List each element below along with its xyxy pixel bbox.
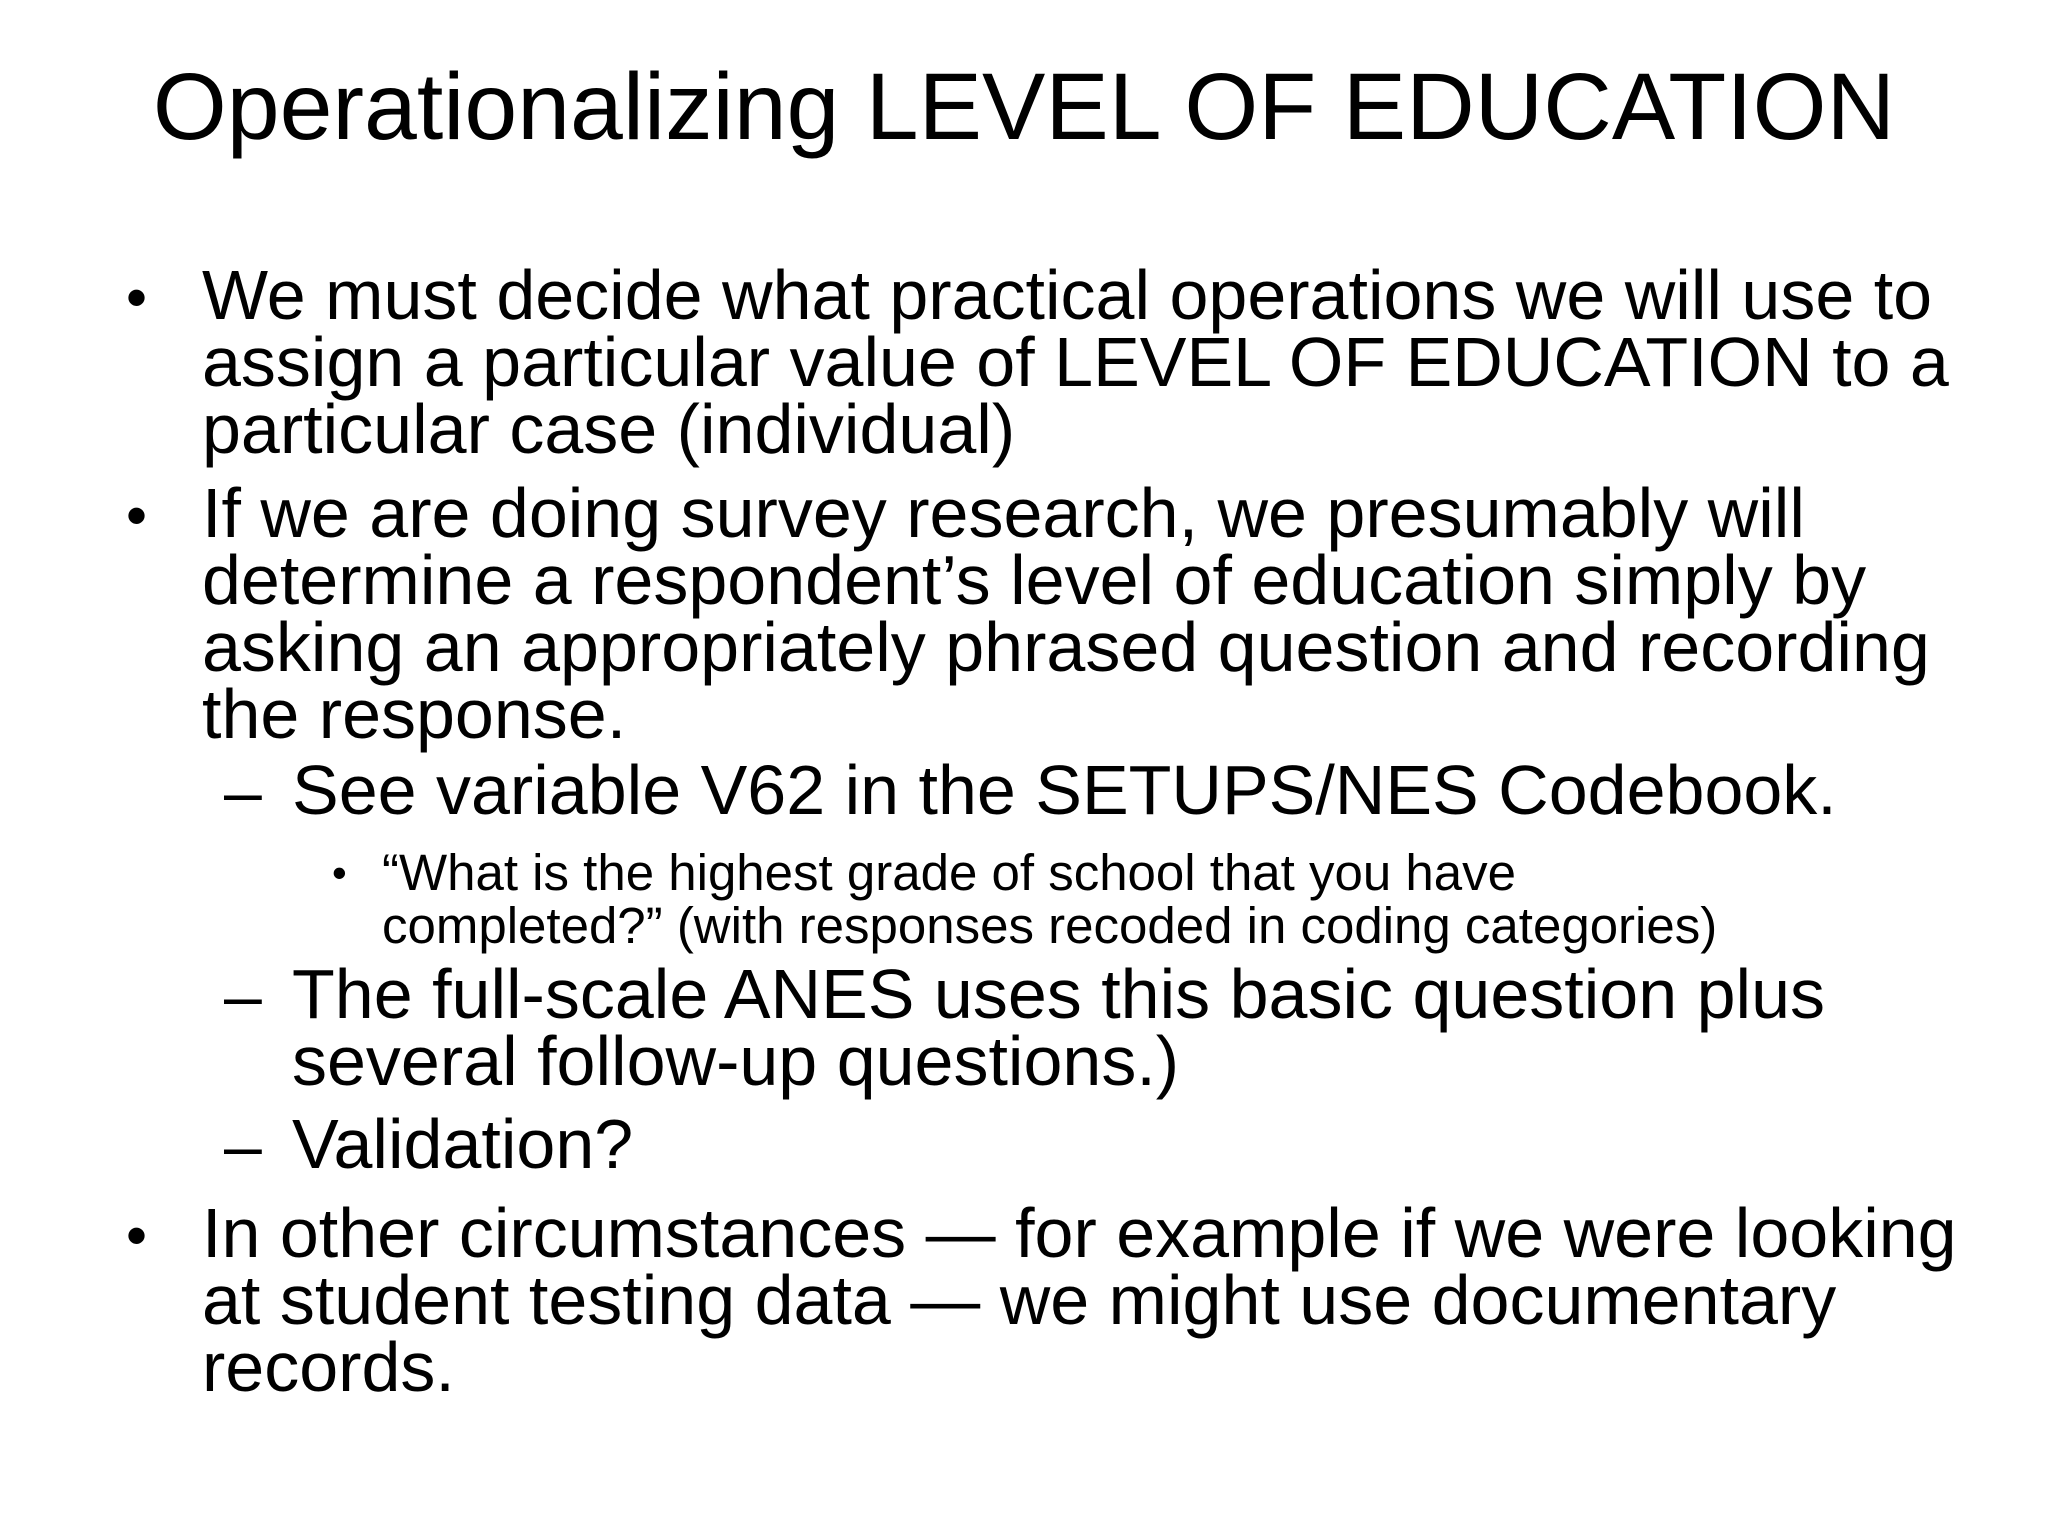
sub-sub-bullet-marker: • xyxy=(332,849,347,896)
bullet-3-line-3: records. xyxy=(202,1328,455,1406)
sub-bullet-2-line-2: several follow-up questions.) xyxy=(292,1022,1180,1100)
bullet-1-line-1: We must decide what practical operations we will use to xyxy=(202,256,1933,334)
bullet-marker: • xyxy=(126,264,148,331)
bullet-3-line-2: at student testing data — we might use documentary xyxy=(202,1261,1837,1339)
bullet-2-line-3: asking an appropriately phrased question and recording xyxy=(202,608,1930,686)
bullet-2-line-1: If we are doing survey research, we presumably will xyxy=(202,474,1805,552)
slide-title: Operationalizing LEVEL OF EDUCATION xyxy=(152,54,1896,160)
sub-bullet-3-line-1: Validation? xyxy=(292,1105,634,1183)
bullet-1-line-2: assign a particular value of LEVEL OF EDUCATION to a xyxy=(202,323,1949,401)
bullet-3-line-1: In other circumstances — for example if we were looking xyxy=(202,1194,1957,1272)
sub-sub-bullet-1-text xyxy=(382,846,1717,952)
bullet-2-line-2: determine a respondent’s level of education simply by xyxy=(202,541,1867,619)
bullet-2-line-4: the response. xyxy=(202,675,627,753)
bullet-2-text xyxy=(202,474,1930,753)
bullet-3-text xyxy=(202,1194,1957,1406)
sub-bullet-marker: – xyxy=(224,958,262,1034)
sub-bullet-marker: – xyxy=(224,1108,262,1184)
sub-bullet-3-text xyxy=(292,1105,634,1183)
sub-sub-bullet-1-line-1: “What is the highest grade of school that you have xyxy=(382,844,1517,901)
sub-bullet-1-line-1: See variable V62 in the SETUPS/NES Codebook. xyxy=(292,751,1837,829)
sub-bullet-2-line-1: The full-scale ANES uses this basic question plus xyxy=(292,955,1825,1033)
sub-bullet-marker: – xyxy=(224,754,262,830)
sub-sub-bullet-1-line-2: completed?” (with responses recoded in coding categories) xyxy=(382,897,1718,954)
bullet-marker: • xyxy=(126,1202,148,1269)
bullet-1-line-3: particular case (individual) xyxy=(202,390,1016,468)
sub-bullet-1-text xyxy=(292,751,1837,829)
sub-bullet-2-text xyxy=(292,955,1825,1100)
bullet-marker: • xyxy=(126,482,148,549)
bullet-1-text xyxy=(202,256,1949,468)
